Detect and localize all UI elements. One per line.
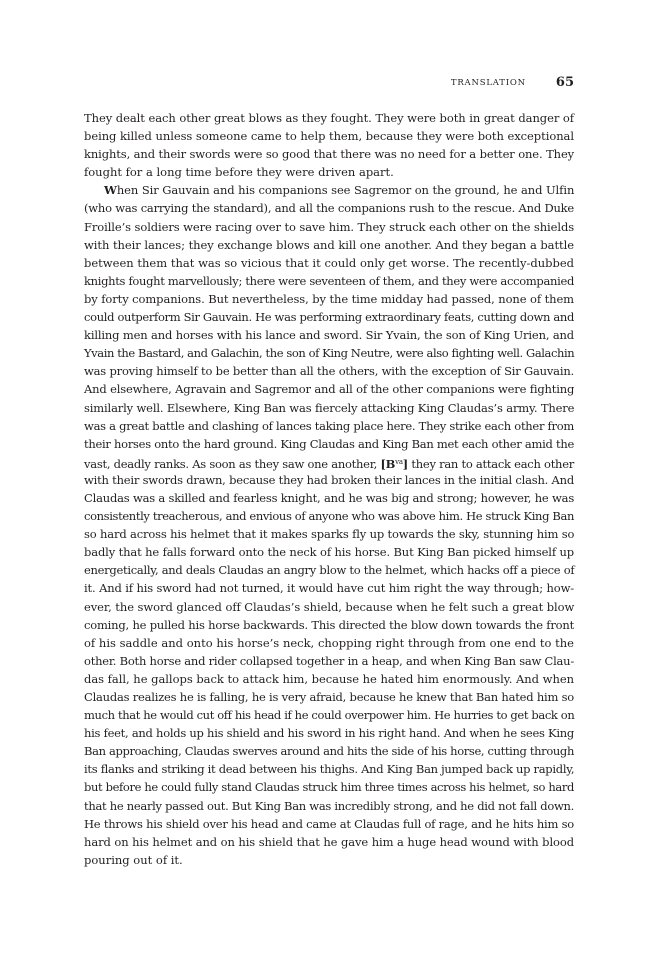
text-line: so hard across his helmet that it makes sparks fly up towards the sky, stunning him so bbox=[84, 527, 575, 542]
text-line: knights fought marvellously; there were seventeen of them, and they were accompanied bbox=[84, 273, 575, 288]
page-number: 65 bbox=[555, 75, 574, 90]
text-line-content: they ran to attack each other bbox=[411, 456, 575, 471]
text-line: coming, he pulled his horse backwards. This directed the blow down towards the front bbox=[84, 617, 574, 632]
manuscript-reference bbox=[381, 457, 408, 471]
text-line: of his saddle and onto his horse’s neck, chopping right through from one end to the bbox=[84, 635, 574, 650]
text-line: Ban approaching, Claudas swerves around and hits the side of his horse, cutting through bbox=[84, 744, 574, 759]
text-line: consistently treacherous, and envious of anyone who was above him. He struck King Ban bbox=[84, 509, 574, 524]
text-line: similarly well. Elsewhere, King Ban was fiercely attacking King Claudas’s army. There bbox=[84, 400, 575, 415]
paragraph-initial: W bbox=[104, 183, 117, 198]
text-line: could outperform Sir Gauvain. He was performing extraordinary feats, cutting down and bbox=[84, 310, 574, 325]
text-line bbox=[84, 453, 574, 471]
text-line: other. Both horse and rider collapsed together in a heap, and when King Ban saw Clau- bbox=[84, 653, 574, 668]
text-line: Claudas was a skilled and fearless knight, and he was big and strong; however, he was bbox=[84, 490, 575, 505]
text-line: das fall, he gallops back to attack him, because he hated him enormously. And when bbox=[84, 671, 574, 686]
manuscript-reference-open: [B bbox=[380, 456, 396, 471]
text-line: killing men and horses with his lance and sword. Sir Yvain, the son of King Urien, and bbox=[84, 328, 574, 343]
paragraph bbox=[84, 181, 574, 869]
text-line-content: vast, deadly ranks. As soon as they saw one another, bbox=[84, 456, 378, 471]
text-line: with their lances; they exchange blows and kill one another. And they began a battle bbox=[84, 237, 575, 252]
manuscript-reference-close: ] bbox=[402, 456, 408, 471]
text-line: was a great battle and clashing of lances taking place here. They strike each other from bbox=[84, 418, 575, 433]
text-line: their horses onto the hard ground. King Claudas and King Ban met each other amid the bbox=[84, 436, 574, 451]
text-line: knights, and their swords were so good that there was no need for a better one. They bbox=[84, 147, 575, 162]
text-line: pouring out of it. bbox=[84, 852, 183, 867]
text-line: between them that was so vicious that it could only get worse. The recently-dubbed bbox=[84, 255, 574, 270]
text-line: hard on his helmet and on his shield that he gave him a huge head wound with blood bbox=[84, 834, 575, 849]
text-line: He throws his shield over his head and came at Claudas full of rage, and he hits him so bbox=[84, 816, 574, 831]
text-line: fought for a long time before they were driven apart. bbox=[84, 165, 394, 180]
text-line-content: hen Sir Gauvain and his companions see Sagremor on the ground, he and Ulfin bbox=[116, 183, 575, 198]
text-line: Claudas realizes he is falling, he is very afraid, because he knew that Ban hated him so bbox=[84, 690, 574, 704]
paragraph bbox=[84, 109, 574, 181]
text-line: that he nearly passed out. But King Ban was incredibly strong, and he did not fall down. bbox=[84, 798, 575, 813]
text-line: by forty companions. But nevertheless, by the time midday had passed, none of them bbox=[84, 291, 574, 306]
text-line: Froille’s soldiers were racing over to save him. They struck each other on the shields bbox=[84, 219, 575, 234]
text-line bbox=[84, 181, 574, 199]
text-line: (who was carrying the standard), and all the companions rush to the rescue. And Duke bbox=[84, 201, 575, 216]
text-line: much that he would cut off his head if he could overpower him. He hurries to get back on bbox=[84, 708, 575, 723]
text-line: its flanks and striking it dead between his thighs. And King Ban jumped back up rapidly, bbox=[84, 762, 575, 777]
text-line: it. And if his sword had not turned, it would have cut him right the way through; how- bbox=[84, 581, 575, 596]
text-line: being killed unless someone came to help them, because they were both exceptional bbox=[84, 129, 574, 144]
text-line: badly that he falls forward onto the neck of his horse. But King Ban picked himself up bbox=[84, 545, 574, 560]
text-line: Yvain the Bastard, and Galachin, the son of King Neutre, were also fighting well. Galachin bbox=[84, 346, 575, 361]
text-line: energetically, and deals Claudas an angry blow to the helmet, which hacks off a piece of bbox=[84, 563, 575, 578]
text-line: was proving himself to be better than all the others, with the exception of Sir Gauvain. bbox=[84, 364, 574, 379]
text-body bbox=[84, 109, 574, 869]
text-line: ever, the sword glanced off Claudas’s shield, because when he felt such a great blow bbox=[84, 599, 575, 614]
text-line: with their swords drawn, because they had broken their lances in the initial clash. And bbox=[84, 472, 574, 487]
running-title: TRANSLATION bbox=[450, 78, 526, 88]
text-line: his feet, and holds up his shield and his sword in his right hand. And when he sees King bbox=[84, 726, 575, 741]
text-line: And elsewhere, Agravain and Sagremor and all of the other companions were fighting bbox=[84, 382, 575, 397]
text-line: but before he could fully stand Claudas struck him three times across his helmet, so hard bbox=[84, 780, 574, 795]
manuscript-reference-folio: va bbox=[395, 457, 403, 466]
text-line: They dealt each other great blows as they fought. They were both in great danger of bbox=[84, 111, 574, 125]
running-head bbox=[84, 73, 574, 91]
